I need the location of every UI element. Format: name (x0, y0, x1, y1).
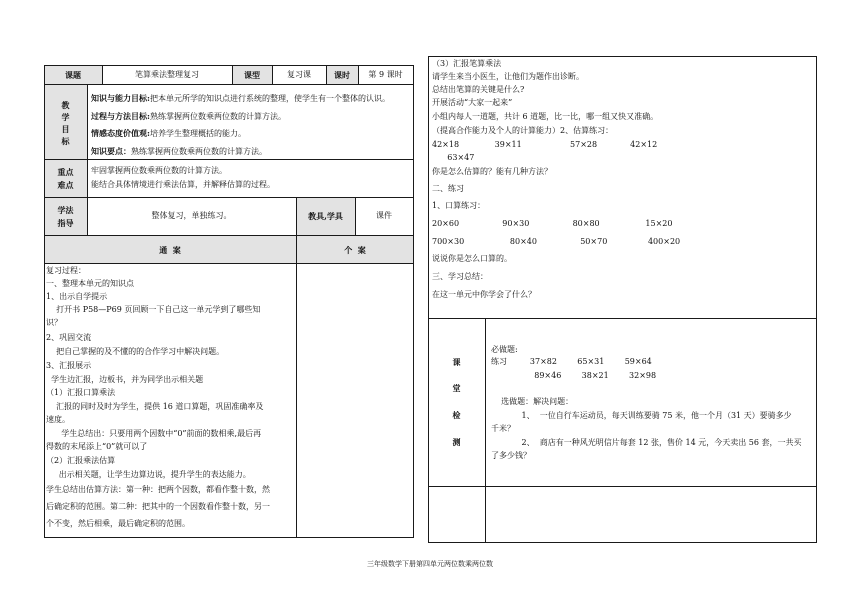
check-label-1: 课 (452, 357, 461, 367)
tools-label: 教具,学具 (308, 211, 343, 221)
body-line: 1、出示自学提示 (46, 292, 108, 301)
keypoint-line-1: 牢固掌握两位数乘两位数的计算方法。 (91, 166, 227, 175)
check-line: 练习 37×82 65×31 59×64 (491, 357, 652, 366)
body-line: 出示相关题，让学生边算边说，提升学生的表达能力。 (46, 470, 251, 479)
goals-label-2: 学 (61, 112, 70, 122)
topic-label: 课题 (65, 70, 81, 80)
right-line: 小组内每人一道题，共计 6 道题，比一比，哪一组又快又准确。 (432, 112, 659, 121)
right-line: 说说你是怎么口算的。 (432, 254, 512, 263)
goal-item-emotion: 情感态度价值观:培养学生整理概括的能力。 (91, 128, 246, 138)
period-label: 课时 (334, 70, 350, 80)
keypoint-line-2: 能结合具体情境进行乘法估算，并解释估算的过程。 (91, 180, 275, 189)
right-line: （提高合作能力及个人的计算能力）2、估算练习： (432, 126, 614, 135)
check-line: 了多少钱？ (491, 451, 531, 460)
check-line: 千米？ (491, 424, 515, 433)
right-line: 1、口算练习： (432, 201, 486, 210)
check-line: 2、 商店有一种风光明信片每套 12 张，售价 14 元，今天卖出 56 套，一共买 (491, 438, 802, 447)
page-footer: 三年级数学下册第四单元两位数乘两位数 (367, 560, 493, 568)
check-line: 选做题：解决问题： (491, 397, 574, 406)
method-text: 整体复习，单独练习。 (151, 211, 232, 220)
goal-item-process: 过程与方法目标:熟练掌握两位数乘两位数的计算方法。 (91, 111, 286, 121)
topic-value: 笔算乘法整理复习 (135, 70, 199, 79)
check-label-2: 堂 (452, 383, 461, 393)
body-line: 3、汇报展示 (46, 361, 92, 370)
goals-label-4: 标 (61, 136, 70, 146)
check-line: 89×46 38×21 32×98 (491, 371, 657, 380)
right-line: （3）汇报笔算乘法 (432, 59, 502, 68)
body-line: 复习过程： (46, 266, 86, 275)
body-line: 一、整理本单元的知识点 (46, 279, 134, 288)
body-line: 个不变，然后相乘，最后确定积的范围。 (46, 519, 190, 528)
right-line: 三、学习总结： (432, 272, 488, 281)
keypoints-label-2: 难点 (57, 180, 74, 190)
body-line: 学生总结出估算方法：第一种：把两个因数，都看作整十数，然 (46, 485, 270, 494)
right-line: 请学生来当小医生，让他们为题作出诊断。 (432, 72, 584, 81)
body-line: 学生总结出：只要用两个因数中“0”前面的数相乘,最后再 (46, 429, 262, 438)
body-line: 后确定积的范围。第二种：把其中的一个因数看作整十数，另一 (46, 502, 270, 511)
check-label-4: 测 (452, 437, 461, 447)
right-line: 42×18 39×11 57×28 42×12 (432, 140, 658, 149)
individual-plan-header: 个 案 (344, 245, 366, 255)
body-line: （1）汇报口算乘法 (46, 388, 116, 397)
body-line: 打开书 P58—P69 页回顾一下自己这一单元学到了哪些知 (46, 305, 261, 314)
method-label-2: 指导 (57, 218, 74, 228)
right-line: 700×30 80×40 50×70 400×20 (432, 237, 681, 246)
goals-label-3: 目 (61, 124, 70, 134)
type-label: 课型 (244, 70, 260, 80)
body-line: 汇报的同时及时为学生，提供 16 道口算题，巩固准确率及 (46, 402, 264, 411)
shared-plan-header: 通 案 (159, 245, 181, 255)
body-line: 得数的末尾添上“0”就可以了 (46, 442, 148, 451)
check-line: 必做题: (491, 345, 518, 354)
body-line: （2）汇报乘法估算 (46, 456, 116, 465)
type-value: 复习课 (287, 70, 311, 79)
goal-item-knowledge: 知识与能力目标:把本单元所学的知识点进行系统的整理，使学生有一个整体的认识。 (91, 93, 390, 103)
right-line: 你是怎么估算的？能有几种方法？ (432, 167, 552, 176)
keypoints-label-1: 重点 (57, 167, 74, 177)
goal-item-keypoint: 知识要点：熟练掌握两位数乘两位数的计算方法。 (91, 146, 267, 156)
body-line: 速度。 (46, 415, 70, 424)
right-line: 二、练习 (432, 184, 464, 193)
period-value: 第 9 课时 (368, 70, 403, 79)
body-line: 把自己掌握的及不懂的的合作学习中解决问题。 (46, 347, 225, 356)
check-label-3: 检 (452, 410, 461, 420)
method-label-1: 学法 (57, 205, 74, 215)
right-line: 在这一单元中你学会了什么？ (432, 290, 536, 299)
goals-label-1: 教 (61, 100, 70, 110)
body-line: 学生边汇报，边板书，并为同学出示相关题 (46, 375, 204, 384)
right-line: 20×60 90×30 80×80 15×20 (432, 219, 673, 228)
right-line: 开展活动“大家一起来” (432, 98, 513, 107)
body-line: 识？ (46, 318, 62, 327)
body-line: 2、巩固交流 (46, 333, 92, 342)
tools-value: 课件 (376, 211, 392, 220)
right-line: 63×47 (432, 153, 475, 162)
right-line: 总结出笔算的关键是什么? (432, 85, 525, 94)
check-line: 1、 一位自行车运动员，每天训练要骑 75 米，他一个月（31 天）要骑多少 (491, 411, 792, 420)
